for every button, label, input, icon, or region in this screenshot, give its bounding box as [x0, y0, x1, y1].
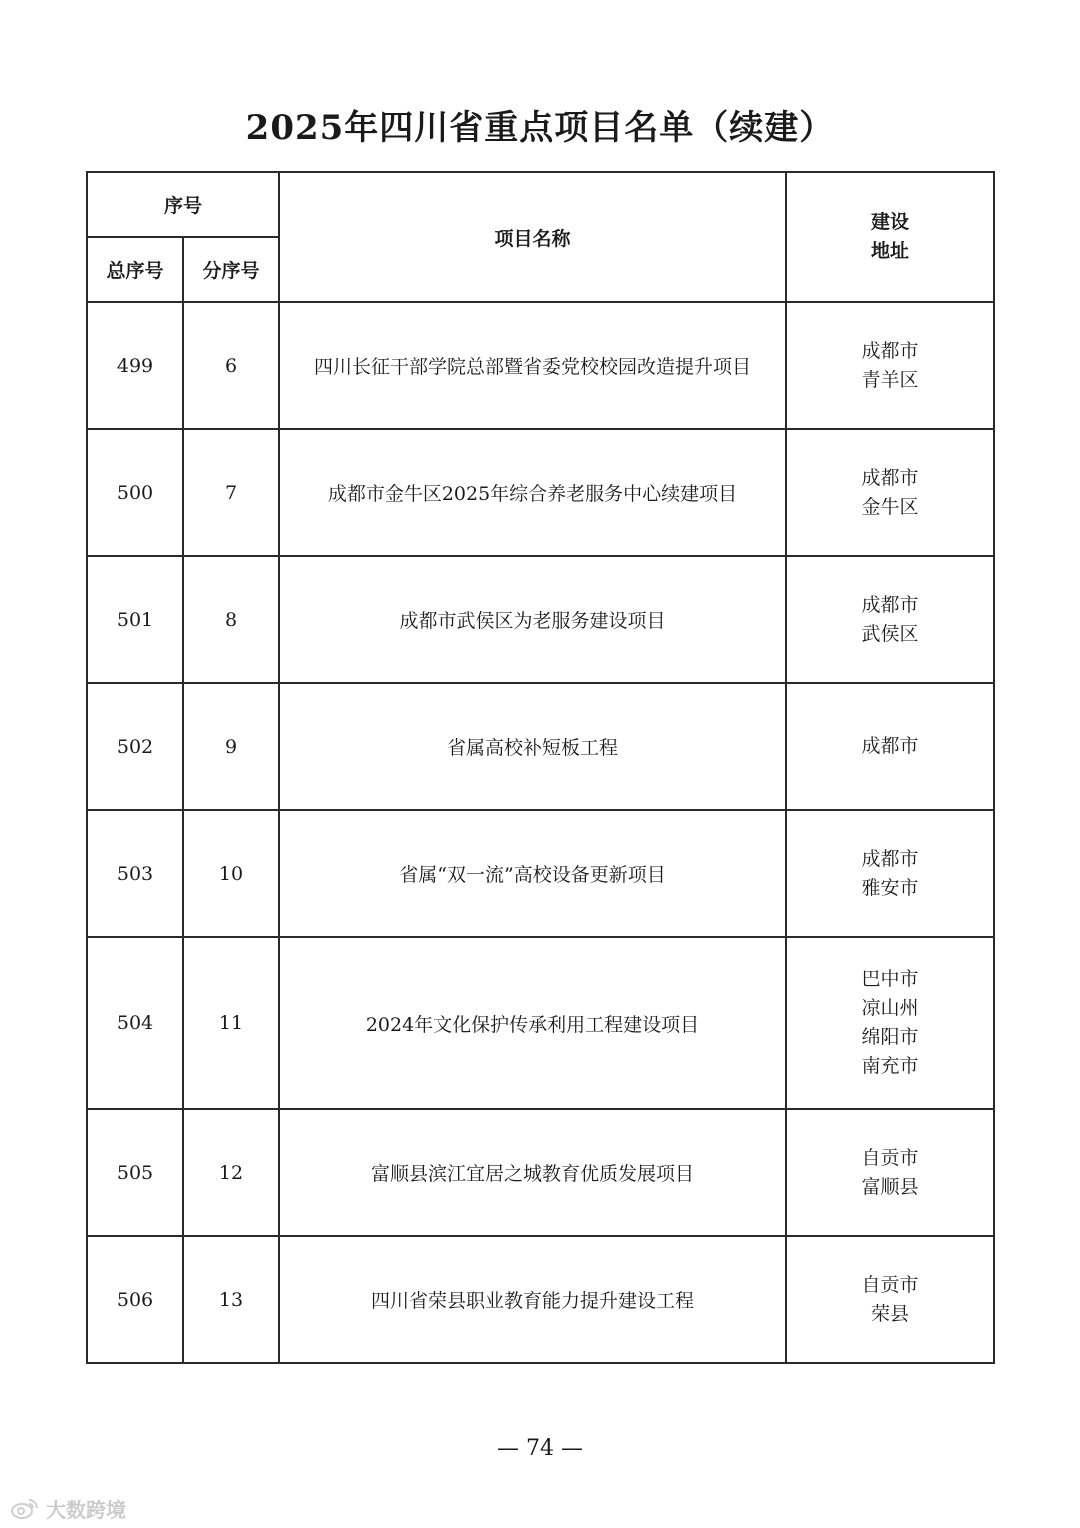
location-line: 自贡市 — [861, 1146, 919, 1169]
location-line: 绵阳市 — [861, 1026, 919, 1048]
sub-seq-cell: 13 — [183, 1236, 279, 1363]
location-line: 武侯区 — [861, 622, 919, 645]
table-row — [87, 1109, 994, 1236]
location-line: 成都市 — [861, 593, 919, 616]
table-row — [87, 1236, 994, 1363]
sub-seq-cell: 8 — [183, 556, 279, 683]
sub-seq-cell: 12 — [183, 1109, 279, 1236]
location-cell — [786, 683, 994, 810]
location-line: 南充市 — [861, 1055, 919, 1077]
header-sub-seq: 分序号 — [183, 237, 279, 302]
location-cell — [786, 429, 994, 556]
table-row — [87, 556, 994, 683]
table-row — [87, 683, 994, 810]
project-name-cell: 省属高校补短板工程 — [279, 683, 786, 810]
location-line: 凉山州 — [861, 997, 919, 1019]
table-row — [87, 429, 994, 556]
table-row — [87, 937, 994, 1109]
location-line: 成都市 — [861, 339, 919, 362]
sub-seq-cell: 10 — [183, 810, 279, 937]
project-table — [86, 171, 995, 1364]
sub-seq-cell: 9 — [183, 683, 279, 810]
header-total-seq: 总序号 — [87, 237, 183, 302]
location-cell — [786, 1236, 994, 1363]
location-line: 成都市 — [861, 466, 919, 489]
header-project-name: 项目名称 — [279, 172, 786, 302]
weibo-logo-icon — [10, 1496, 40, 1520]
location-cell — [786, 556, 994, 683]
header-location — [786, 172, 994, 302]
location-line: 青羊区 — [861, 368, 919, 391]
location-cell — [786, 937, 994, 1109]
total-seq-cell: 506 — [87, 1236, 183, 1363]
project-name-cell: 成都市金牛区2025年综合养老服务中心续建项目 — [279, 429, 786, 556]
table-body — [87, 302, 994, 1363]
header-seq-group: 序号 — [87, 172, 279, 237]
total-seq-cell: 503 — [87, 810, 183, 937]
page-title: 2025年四川省重点项目名单（续建） — [245, 108, 835, 148]
watermark-text: 大数跨境 — [46, 1497, 126, 1522]
total-seq-cell: 499 — [87, 302, 183, 429]
project-name-cell: 2024年文化保护传承利用工程建设项目 — [279, 937, 786, 1109]
project-name-cell: 四川长征干部学院总部暨省委党校校园改造提升项目 — [279, 302, 786, 429]
header-location-text: 建设地址 — [871, 211, 910, 262]
project-name-cell: 成都市武侯区为老服务建设项目 — [279, 556, 786, 683]
location-cell — [786, 1109, 994, 1236]
table-row — [87, 302, 994, 429]
location-line: 自贡市 — [861, 1273, 919, 1296]
project-name-cell: 富顺县滨江宜居之城教育优质发展项目 — [279, 1109, 786, 1236]
location-cell — [786, 810, 994, 937]
location-line: 巴中市 — [861, 968, 919, 990]
sub-seq-cell: 7 — [183, 429, 279, 556]
sub-seq-cell: 6 — [183, 302, 279, 429]
table-row — [87, 810, 994, 937]
location-line: 成都市 — [861, 847, 919, 870]
total-seq-cell: 502 — [87, 683, 183, 810]
project-name-cell: 四川省荣县职业教育能力提升建设工程 — [279, 1236, 786, 1363]
location-line: 雅安市 — [861, 876, 919, 899]
page-number: — 74 — — [497, 1436, 583, 1461]
project-name-cell: 省属“双一流”高校设备更新项目 — [279, 810, 786, 937]
location-line: 金牛区 — [861, 495, 919, 518]
location-line: 富顺县 — [861, 1175, 919, 1198]
total-seq-cell: 501 — [87, 556, 183, 683]
watermark — [10, 1494, 126, 1522]
sub-seq-cell: 11 — [183, 937, 279, 1109]
location-line: 荣县 — [871, 1302, 910, 1325]
location-cell — [786, 302, 994, 429]
total-seq-cell: 504 — [87, 937, 183, 1109]
total-seq-cell: 500 — [87, 429, 183, 556]
total-seq-cell: 505 — [87, 1109, 183, 1236]
location-line: 成都市 — [861, 735, 919, 757]
